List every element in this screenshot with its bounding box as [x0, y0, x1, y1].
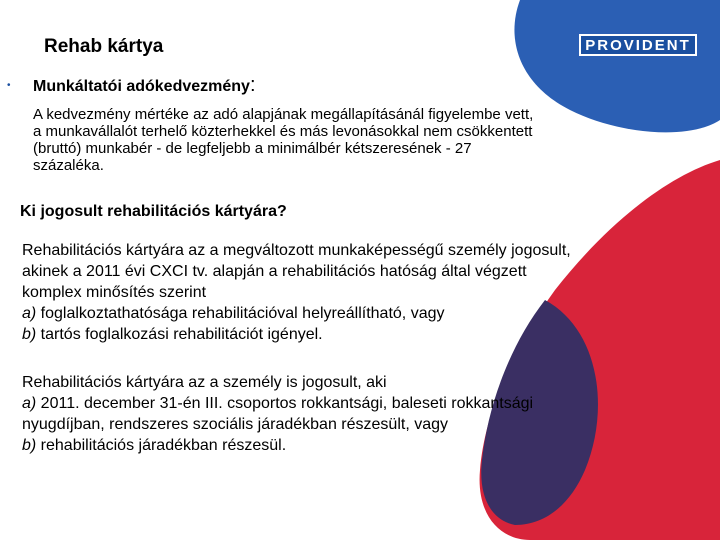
item-text: rehabilitációs járadékban részesül.	[36, 437, 287, 454]
item-text: 2011. december 31-én III. csoportos rokkantsági, baleseti rokkantsági	[36, 395, 534, 412]
list-item-a	[22, 303, 682, 324]
eligibility-heading: Ki jogosult rehabilitációs kártyára?	[20, 203, 287, 220]
bullet-heading-text: Munkáltatói adókedvezmény	[33, 78, 250, 95]
item-marker: a)	[22, 395, 37, 412]
paragraph-line: A kedvezmény mértéke az adó alapjának megállapításánál figyelembe vett,	[33, 106, 534, 123]
paragraph-line: a munkavállalót terhelő közterhekkel és más levonásokkal nem csökkentett	[33, 123, 533, 140]
item-marker: b)	[22, 326, 37, 343]
paragraph-line: százaléka.	[33, 157, 104, 174]
item-text: tartós foglalkozási rehabilitációt igényel.	[36, 326, 323, 343]
bullet-icon: •	[7, 80, 11, 91]
paragraph-line: komplex minősítés szerint	[22, 284, 207, 301]
slide-title: Rehab kártya	[44, 36, 164, 57]
paragraph-line: Rehabilitációs kártyára az a személy is jogosult, aki	[22, 374, 387, 391]
paragraph-also-eligible	[22, 372, 682, 456]
paragraph-discount	[33, 106, 673, 174]
list-item-b	[22, 324, 682, 345]
bullet-heading-colon: :	[249, 74, 256, 96]
paragraph-line: nyugdíjban, rendszeres szociális járadékban részesült, vagy	[22, 416, 449, 433]
bullet-heading	[33, 74, 256, 97]
item-text: foglalkoztathatósága rehabilitációval helyreállítható, vagy	[36, 305, 445, 322]
paragraph-line: Rehabilitációs kártyára az a megváltozott munkaképességű személy jogosult,	[22, 242, 571, 259]
paragraph-line: (bruttó) munkabér - de legfeljebb a minimálbér kétszeresének - 27	[33, 140, 472, 157]
paragraph-eligibility	[22, 240, 682, 345]
logo-text: PROVIDENT	[585, 36, 691, 54]
item-marker: b)	[22, 437, 37, 454]
provident-logo	[579, 34, 697, 56]
list-item-b	[22, 435, 682, 456]
item-marker: a)	[22, 305, 37, 322]
list-item-a	[22, 393, 682, 414]
paragraph-line: akinek a 2011 évi CXCI tv. alapján a rehabilitációs hatóság által végzett	[22, 263, 527, 280]
